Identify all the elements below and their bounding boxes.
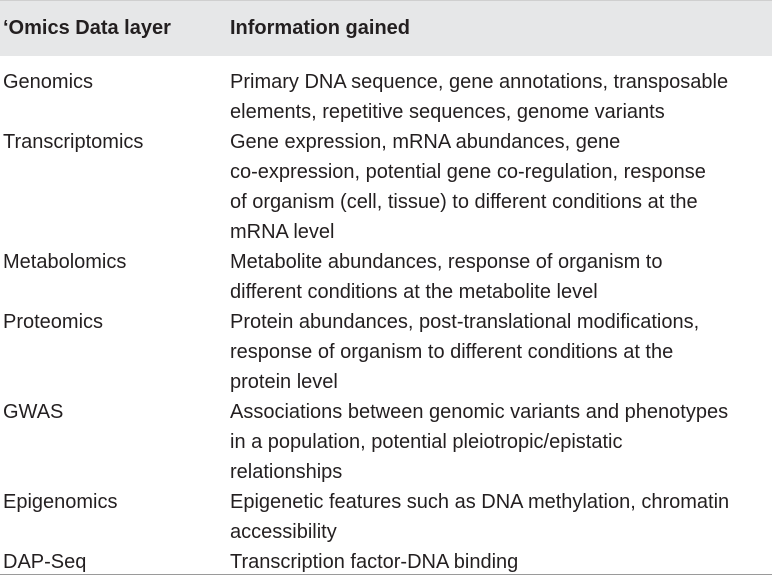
info-line: Transcription factor-DNA binding (230, 551, 519, 573)
row-layer: Genomics (3, 71, 94, 93)
row-info (230, 307, 772, 397)
row-info (230, 127, 772, 247)
info-line: Primary DNA sequence, gene annotations, transposable (230, 71, 729, 93)
info-line: Associations between genomic variants and phenotypes (230, 401, 729, 423)
table-header (0, 0, 772, 56)
row-layer: Metabolomics (3, 251, 127, 273)
header-layer: ‘Omics Data layer (3, 17, 171, 39)
table-row (0, 67, 772, 127)
info-line: protein level (230, 371, 338, 393)
row-info (230, 547, 772, 577)
row-layer: DAP-Seq (3, 551, 87, 573)
info-line: relationships (230, 461, 343, 483)
row-info (230, 247, 772, 307)
info-line: of organism (cell, tissue) to different conditions at the (230, 191, 698, 213)
table-row (0, 247, 772, 307)
table-row (0, 307, 772, 397)
info-line: elements, repetitive sequences, genome variants (230, 101, 665, 123)
table-row (0, 127, 772, 247)
row-layer: Epigenomics (3, 491, 118, 513)
info-line: Protein abundances, post-translational modifications, (230, 311, 700, 333)
info-line: different conditions at the metabolite level (230, 281, 598, 303)
table-row (0, 547, 772, 577)
row-info (230, 487, 772, 547)
info-line: Epigenetic features such as DNA methylation, chromatin (230, 491, 730, 513)
info-line: in a population, potential pleiotropic/epistatic (230, 431, 623, 453)
info-line: response of organism to different conditions at the (230, 341, 674, 363)
info-line: co-expression, potential gene co-regulation, response (230, 161, 706, 183)
table-body (0, 56, 772, 577)
row-layer: Transcriptomics (3, 131, 144, 153)
info-line: accessibility (230, 521, 337, 543)
table-row (0, 397, 772, 487)
table-row (0, 487, 772, 547)
header-info: Information gained (230, 17, 410, 39)
row-layer: Proteomics (3, 311, 104, 333)
info-line: Metabolite abundances, response of organism to (230, 251, 663, 273)
row-layer: GWAS (3, 401, 64, 423)
info-line: Gene expression, mRNA abundances, gene (230, 131, 621, 153)
row-info (230, 397, 772, 487)
info-line: mRNA level (230, 221, 335, 243)
row-info (230, 67, 772, 127)
